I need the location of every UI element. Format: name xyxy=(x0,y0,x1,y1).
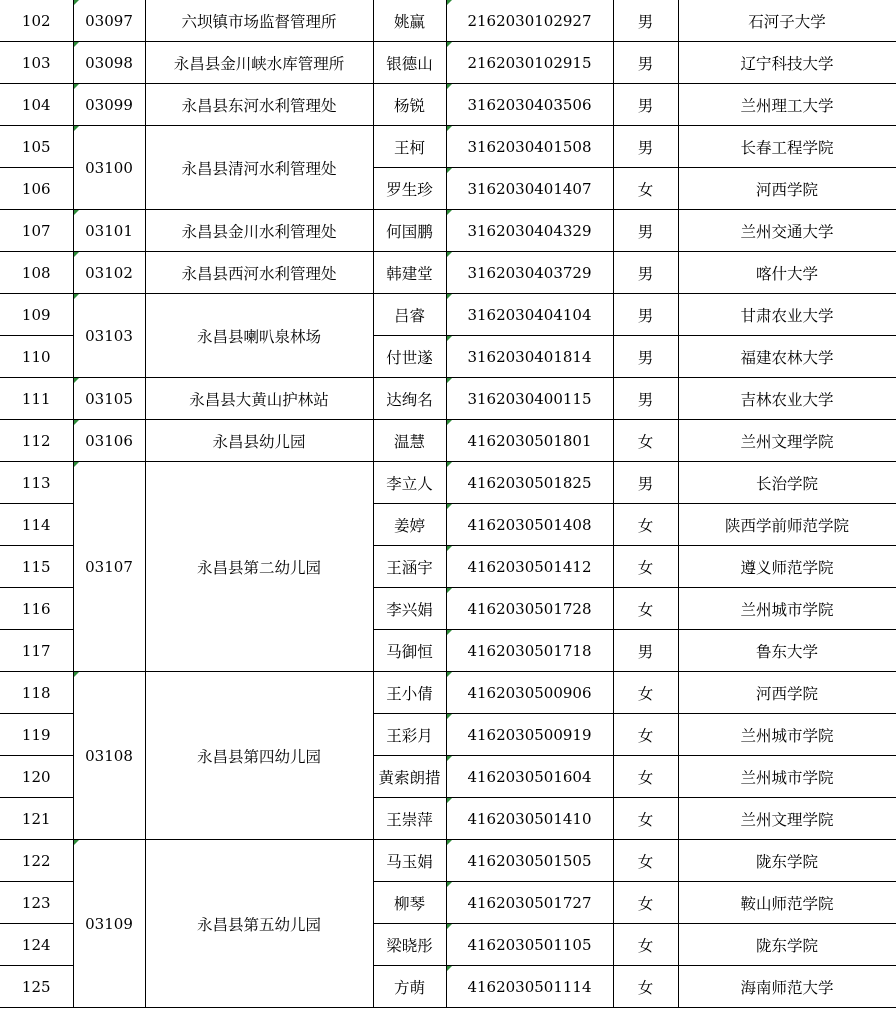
gender: 女 xyxy=(613,504,678,546)
gender: 女 xyxy=(613,420,678,462)
candidate-name: 何国鹏 xyxy=(373,210,446,252)
gender: 男 xyxy=(613,42,678,84)
candidate-name: 王崇萍 xyxy=(373,798,446,840)
position-code: 03101 xyxy=(73,210,145,252)
candidate-name: 李立人 xyxy=(373,462,446,504)
row-number: 112 xyxy=(0,420,73,462)
school: 兰州交通大学 xyxy=(678,210,896,252)
gender: 男 xyxy=(613,462,678,504)
position-code: 03100 xyxy=(73,126,145,210)
position-code: 03107 xyxy=(73,462,145,672)
gender: 男 xyxy=(613,336,678,378)
row-number: 105 xyxy=(0,126,73,168)
row-number: 110 xyxy=(0,336,73,378)
row-number: 111 xyxy=(0,378,73,420)
candidate-name: 王小倩 xyxy=(373,672,446,714)
gender: 女 xyxy=(613,168,678,210)
table-row xyxy=(0,672,896,714)
candidate-name: 罗生珍 xyxy=(373,168,446,210)
gender: 女 xyxy=(613,546,678,588)
exam-id: 4162030501728 xyxy=(446,588,613,630)
gender: 男 xyxy=(613,210,678,252)
row-number: 115 xyxy=(0,546,73,588)
exam-id: 4162030501410 xyxy=(446,798,613,840)
candidate-name: 梁晓彤 xyxy=(373,924,446,966)
position-code: 03109 xyxy=(73,840,145,1008)
school: 鞍山师范学院 xyxy=(678,882,896,924)
gender: 女 xyxy=(613,798,678,840)
school: 海南师范大学 xyxy=(678,966,896,1008)
table-row xyxy=(0,462,896,504)
exam-id: 3162030401508 xyxy=(446,126,613,168)
position-code: 03098 xyxy=(73,42,145,84)
school: 兰州文理学院 xyxy=(678,798,896,840)
row-number: 124 xyxy=(0,924,73,966)
hiring-unit: 永昌县大黄山护林站 xyxy=(145,378,373,420)
exam-id: 4162030500906 xyxy=(446,672,613,714)
row-number: 107 xyxy=(0,210,73,252)
row-number: 116 xyxy=(0,588,73,630)
row-number: 125 xyxy=(0,966,73,1008)
school: 辽宁科技大学 xyxy=(678,42,896,84)
school: 吉林农业大学 xyxy=(678,378,896,420)
candidate-name: 王涵宇 xyxy=(373,546,446,588)
candidate-name: 韩建堂 xyxy=(373,252,446,294)
row-number: 117 xyxy=(0,630,73,672)
row-number: 122 xyxy=(0,840,73,882)
hiring-unit: 永昌县清河水利管理处 xyxy=(145,126,373,210)
school: 石河子大学 xyxy=(678,0,896,42)
row-number: 106 xyxy=(0,168,73,210)
exam-id: 2162030102915 xyxy=(446,42,613,84)
exam-id: 3162030404329 xyxy=(446,210,613,252)
gender: 男 xyxy=(613,294,678,336)
school: 兰州城市学院 xyxy=(678,588,896,630)
exam-id: 4162030501825 xyxy=(446,462,613,504)
gender: 女 xyxy=(613,756,678,798)
exam-id: 4162030501801 xyxy=(446,420,613,462)
school: 兰州城市学院 xyxy=(678,756,896,798)
school: 陇东学院 xyxy=(678,924,896,966)
candidate-name: 柳琴 xyxy=(373,882,446,924)
school: 陕西学前师范学院 xyxy=(678,504,896,546)
gender: 女 xyxy=(613,882,678,924)
exam-id: 4162030501114 xyxy=(446,966,613,1008)
table-row xyxy=(0,42,896,84)
hiring-unit: 永昌县喇叭泉林场 xyxy=(145,294,373,378)
gender: 男 xyxy=(613,0,678,42)
school: 河西学院 xyxy=(678,672,896,714)
hiring-unit: 六坝镇市场监督管理所 xyxy=(145,0,373,42)
gender: 男 xyxy=(613,378,678,420)
hiring-unit: 永昌县金川水利管理处 xyxy=(145,210,373,252)
candidate-name: 李兴娟 xyxy=(373,588,446,630)
table-row xyxy=(0,294,896,336)
position-code: 03103 xyxy=(73,294,145,378)
row-number: 113 xyxy=(0,462,73,504)
row-number: 118 xyxy=(0,672,73,714)
gender: 男 xyxy=(613,630,678,672)
candidate-name: 吕睿 xyxy=(373,294,446,336)
candidate-name: 达绚名 xyxy=(373,378,446,420)
candidate-name: 杨锐 xyxy=(373,84,446,126)
candidate-name: 付世遂 xyxy=(373,336,446,378)
exam-id: 3162030404104 xyxy=(446,294,613,336)
row-number: 109 xyxy=(0,294,73,336)
candidate-name: 马御恒 xyxy=(373,630,446,672)
school: 喀什大学 xyxy=(678,252,896,294)
exam-id: 4162030501505 xyxy=(446,840,613,882)
school: 甘肃农业大学 xyxy=(678,294,896,336)
hiring-unit: 永昌县西河水利管理处 xyxy=(145,252,373,294)
exam-id: 3162030403729 xyxy=(446,252,613,294)
candidate-name: 王柯 xyxy=(373,126,446,168)
school: 遵义师范学院 xyxy=(678,546,896,588)
row-number: 123 xyxy=(0,882,73,924)
gender: 女 xyxy=(613,840,678,882)
table-row xyxy=(0,378,896,420)
school: 兰州文理学院 xyxy=(678,420,896,462)
table-row xyxy=(0,126,896,168)
hiring-unit: 永昌县第五幼儿园 xyxy=(145,840,373,1008)
gender: 女 xyxy=(613,966,678,1008)
candidate-name: 黄索朗措 xyxy=(373,756,446,798)
exam-id: 4162030501604 xyxy=(446,756,613,798)
candidate-name: 马玉娟 xyxy=(373,840,446,882)
gender: 女 xyxy=(613,588,678,630)
gender: 男 xyxy=(613,252,678,294)
hiring-unit: 永昌县幼儿园 xyxy=(145,420,373,462)
school: 长治学院 xyxy=(678,462,896,504)
row-number: 120 xyxy=(0,756,73,798)
gender: 女 xyxy=(613,672,678,714)
position-code: 03097 xyxy=(73,0,145,42)
school: 河西学院 xyxy=(678,168,896,210)
exam-id: 3162030401407 xyxy=(446,168,613,210)
row-number: 103 xyxy=(0,42,73,84)
school: 长春工程学院 xyxy=(678,126,896,168)
exam-id: 4162030501727 xyxy=(446,882,613,924)
table-row xyxy=(0,0,896,42)
hiring-unit: 永昌县金川峡水库管理所 xyxy=(145,42,373,84)
row-number: 102 xyxy=(0,0,73,42)
gender: 女 xyxy=(613,714,678,756)
exam-id: 3162030400115 xyxy=(446,378,613,420)
hiring-unit: 永昌县第四幼儿园 xyxy=(145,672,373,840)
row-number: 114 xyxy=(0,504,73,546)
row-number: 121 xyxy=(0,798,73,840)
gender: 女 xyxy=(613,924,678,966)
row-number: 119 xyxy=(0,714,73,756)
position-code: 03105 xyxy=(73,378,145,420)
table-row xyxy=(0,252,896,294)
position-code: 03099 xyxy=(73,84,145,126)
gender: 男 xyxy=(613,84,678,126)
exam-id: 2162030102927 xyxy=(446,0,613,42)
exam-id: 4162030501412 xyxy=(446,546,613,588)
candidate-name: 王彩月 xyxy=(373,714,446,756)
position-code: 03102 xyxy=(73,252,145,294)
school: 陇东学院 xyxy=(678,840,896,882)
candidate-name: 姚赢 xyxy=(373,0,446,42)
candidate-name: 姜婷 xyxy=(373,504,446,546)
hiring-unit: 永昌县第二幼儿园 xyxy=(145,462,373,672)
exam-id: 4162030501718 xyxy=(446,630,613,672)
school: 兰州城市学院 xyxy=(678,714,896,756)
hiring-unit: 永昌县东河水利管理处 xyxy=(145,84,373,126)
table-row xyxy=(0,840,896,882)
row-number: 104 xyxy=(0,84,73,126)
exam-id: 3162030403506 xyxy=(446,84,613,126)
exam-id: 4162030501408 xyxy=(446,504,613,546)
table-row xyxy=(0,84,896,126)
school: 福建农林大学 xyxy=(678,336,896,378)
position-code: 03108 xyxy=(73,672,145,840)
candidate-name: 银德山 xyxy=(373,42,446,84)
school: 兰州理工大学 xyxy=(678,84,896,126)
exam-id: 4162030501105 xyxy=(446,924,613,966)
table-row xyxy=(0,420,896,462)
exam-id: 4162030500919 xyxy=(446,714,613,756)
candidate-name: 温慧 xyxy=(373,420,446,462)
position-code: 03106 xyxy=(73,420,145,462)
table-row xyxy=(0,210,896,252)
row-number: 108 xyxy=(0,252,73,294)
candidate-name: 方萌 xyxy=(373,966,446,1008)
exam-id: 3162030401814 xyxy=(446,336,613,378)
gender: 男 xyxy=(613,126,678,168)
school: 鲁东大学 xyxy=(678,630,896,672)
